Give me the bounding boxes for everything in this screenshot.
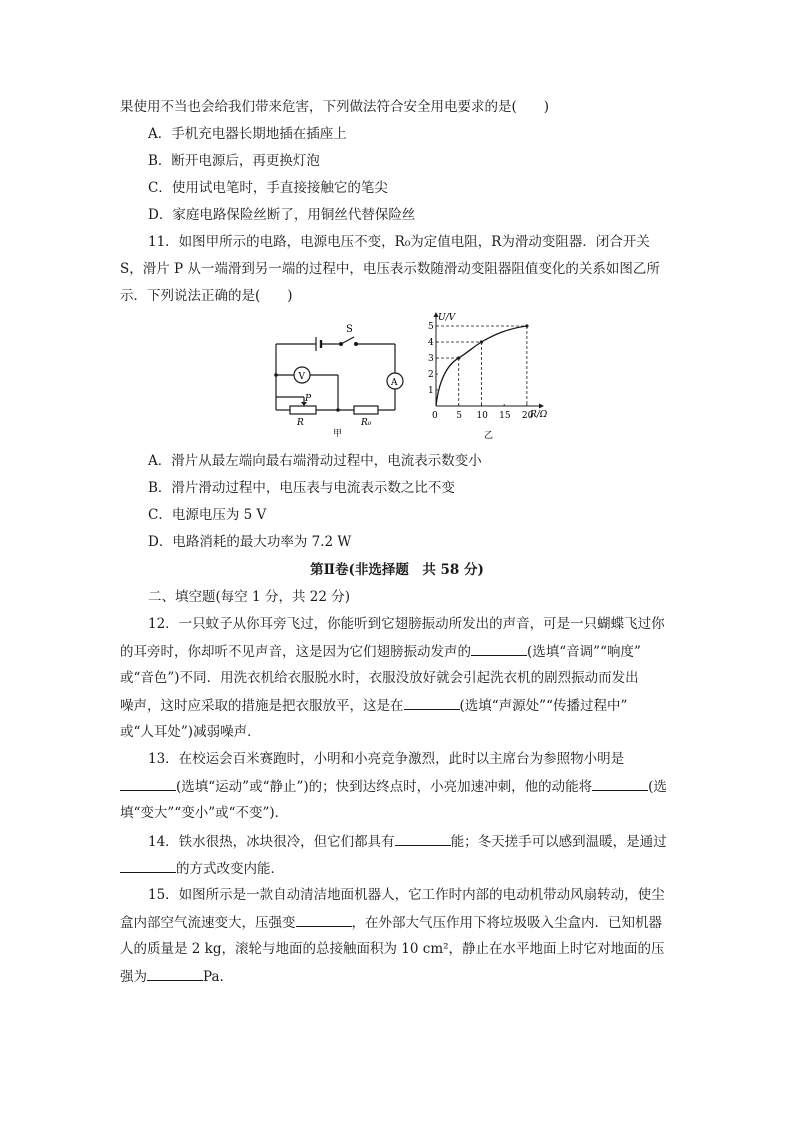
q14-line1-text-a: 14．铁水很热，冰块很冷，但它们都具有 bbox=[148, 834, 395, 850]
x-tick-label: 15 bbox=[499, 411, 511, 421]
x-tick-label: 10 bbox=[476, 411, 488, 421]
q10-option-b: B．断开电源后，再更换灯泡 bbox=[148, 153, 320, 169]
q14-line2-text: 的方式改变内能． bbox=[176, 861, 284, 877]
y-axis-label: U/V bbox=[438, 313, 456, 323]
y-tick-label: 3 bbox=[428, 354, 434, 364]
q12-line2-text-b: (选填“音调”“响度” bbox=[527, 644, 641, 660]
q12-line2 bbox=[120, 641, 641, 662]
data-point bbox=[457, 356, 460, 359]
q11-option-c: C．电源电压为 5 V bbox=[148, 507, 267, 523]
q15-line2 bbox=[120, 912, 662, 933]
q12-line4-text-a: 噪声，这时应采取的措施是把衣服放平，这是在 bbox=[120, 698, 404, 714]
q14-blank-2[interactable] bbox=[120, 858, 176, 873]
rheostat-label: R bbox=[297, 418, 304, 428]
q12-line2-text-a: 的耳旁时，你却听不见声音，这是因为它们翅膀振动发声的 bbox=[120, 644, 471, 660]
y-tick-label: 5 bbox=[428, 322, 434, 332]
q10-option-a: A．手机充电器长期地插在插座上 bbox=[148, 126, 347, 142]
q15-line3: 人的质量是 2 kg，滚轮与地面的总接触面积为 10 cm²，静止在水平地面上时它对地面的压 bbox=[120, 941, 665, 957]
circuit-diagram bbox=[268, 318, 408, 438]
q12-line5: 或“人耳处”)减弱噪声． bbox=[120, 724, 261, 740]
voltage-resistance-graph bbox=[418, 310, 556, 446]
q14-line1-text-b: 能；冬天搓手可以感到温暖，是通过 bbox=[450, 834, 667, 850]
q11-option-d: D．电路消耗的最大功率为 7.2 W bbox=[148, 534, 352, 550]
q15-blank-1[interactable] bbox=[296, 912, 352, 927]
q11-line1: 11．如图甲所示的电路，电源电压不变，R₀为定值电阻，R为滑动变阻器．闭合开关 bbox=[148, 234, 650, 250]
y-tick-label: 2 bbox=[428, 370, 434, 380]
q11-line3: 示．下列说法正确的是( ) bbox=[120, 288, 293, 304]
q13-line3: 填“变大”“变小”或“不变”)． bbox=[120, 805, 289, 821]
q15-line2-text-b: ，在外部大气压作用下将垃圾吸入尘盒内．已知机器 bbox=[351, 915, 662, 931]
q13-line2-text-b: (选 bbox=[648, 779, 667, 795]
origin-label: 0 bbox=[432, 411, 438, 421]
q15-blank-2[interactable] bbox=[147, 966, 203, 981]
ammeter-label: A bbox=[391, 378, 398, 388]
q14-line2 bbox=[120, 858, 284, 879]
q14-line1 bbox=[148, 831, 667, 852]
q11-option-a: A．滑片从最左端向最右端滑动过程中，电流表示数变小 bbox=[148, 453, 482, 469]
q15-line4 bbox=[120, 966, 224, 987]
x-axis-label: R/Ω bbox=[530, 410, 548, 420]
q10-stem-tail: 果使用不当也会给我们带来危害，下列做法符合安全用电要求的是( ) bbox=[120, 99, 550, 115]
q15-line1: 15．如图所示是一款自动清洁地面机器人，它工作时内部的电动机带动风扇转动，使尘 bbox=[148, 887, 665, 903]
q12-line4 bbox=[120, 695, 627, 716]
q10-option-d: D．家庭电路保险丝断了，用铜丝代替保险丝 bbox=[148, 207, 416, 223]
q11-line2: S，滑片 P 从一端滑到另一端的过程中，电压表示数随滑动变阻器阻值变化的关系如图乙所 bbox=[120, 261, 660, 277]
switch-label: S bbox=[346, 324, 353, 335]
data-point bbox=[525, 324, 528, 327]
q11-option-b: B．滑片滑动过程中，电压表与电流表示数之比不变 bbox=[148, 480, 455, 496]
fixed-resistor-label: R₀ bbox=[361, 418, 372, 428]
data-point bbox=[480, 340, 483, 343]
q15-line4-text-b: Pa. bbox=[203, 969, 224, 985]
x-tick-label: 20 bbox=[521, 411, 534, 421]
voltmeter-label: V bbox=[298, 372, 305, 382]
q14-blank-1[interactable] bbox=[395, 831, 451, 846]
q12-line1: 12．一只蚊子从你耳旁飞过，你能听到它翅膀振动所发出的声音，可是一只蝴蝶飞过你 bbox=[148, 616, 665, 632]
figure-jia-caption: 甲 bbox=[333, 429, 343, 438]
q13-line2-text-a: (选填“运动”或“静止”)的；快到达终点时，小亮加速冲刺，他的动能将 bbox=[176, 779, 593, 795]
slider-label: P bbox=[305, 394, 312, 404]
q13-blank-1[interactable] bbox=[120, 776, 176, 791]
x-axis-arrow bbox=[539, 404, 544, 409]
q13-line2 bbox=[120, 776, 667, 797]
y-tick-label: 1 bbox=[428, 386, 434, 396]
q15-line4-text-a: 强为 bbox=[120, 969, 147, 985]
q12-line3: 或“音色”)不同．用洗衣机给衣服脱水时，衣服没放好就会引起洗衣机的剧烈振动而发出 bbox=[120, 670, 639, 686]
x-tick-label: 5 bbox=[456, 411, 462, 421]
q12-line4-text-b: (选填“声源处”“传播过程中” bbox=[459, 698, 628, 714]
q15-line2-text-a: 盒内部空气流速变大，压强变 bbox=[120, 915, 296, 931]
y-tick-label: 4 bbox=[428, 338, 434, 348]
q13-line1: 13．在校运会百米赛跑时，小明和小亮竞争激烈，此时以主席台为参照物小明是 bbox=[148, 751, 625, 767]
q12-blank-1[interactable] bbox=[471, 641, 527, 656]
section2-heading: 二、填空题(每空 1 分，共 22 分) bbox=[148, 589, 350, 605]
q13-blank-2[interactable] bbox=[592, 776, 648, 791]
q10-option-c: C．使用试电笔时，手直接接触它的笔尖 bbox=[148, 180, 388, 196]
figure-yi-caption: 乙 bbox=[484, 431, 494, 441]
q12-blank-2[interactable] bbox=[404, 695, 460, 710]
section2-title: 第Ⅱ卷(非选择题 共 58 分) bbox=[310, 562, 484, 578]
